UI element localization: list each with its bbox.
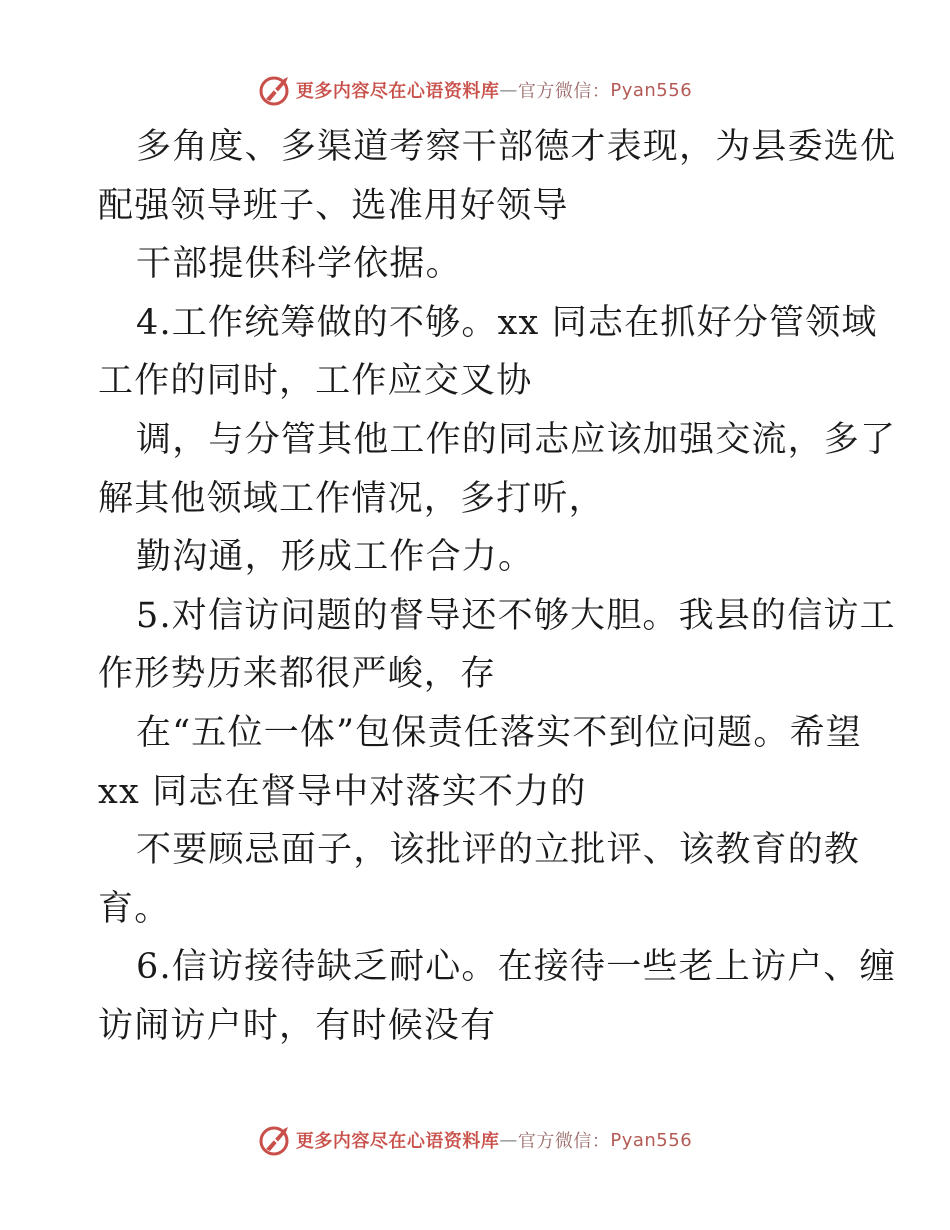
watermark-dash: — [499, 79, 518, 101]
document-body [98, 118, 897, 1056]
watermark-sub-text: 官方微信： [517, 1131, 611, 1152]
quill-logo-icon [258, 73, 292, 107]
text-line: 不要顾忌面子，该批评的立批评、该教育的教 [136, 830, 861, 871]
watermark-main-text: 更多内容尽在心语资料库 [295, 1131, 500, 1152]
header-watermark [0, 70, 950, 110]
quill-logo-icon [258, 1123, 292, 1157]
text-line: 调，与分管其他工作的同志应该加强交流，多了 [136, 419, 897, 460]
text-line: 作形势历来都很严峻，存 [98, 654, 497, 695]
text-line: 勤沟通，形成工作合力。 [136, 537, 535, 578]
text-line: 育。 [98, 888, 171, 929]
text-line: xx 同志在督导中对落实不力的 [98, 771, 587, 812]
footer-watermark [0, 1120, 950, 1160]
watermark-sub-text: 官方微信： [517, 81, 611, 102]
text-line: 6.信访接待缺乏耐心。在接待一些老上访户、缠 [136, 947, 896, 988]
text-line: 在“五位一体”包保责任落实不到位问题。希望 [136, 712, 862, 753]
text-line: 5.对信访问题的督导还不够大胆。我县的信访工 [136, 595, 896, 636]
watermark-id: Pyan556 [610, 1129, 693, 1151]
watermark-main-text: 更多内容尽在心语资料库 [295, 81, 500, 102]
text-line: 多角度、多渠道考察干部德才表现，为县委选优 [136, 127, 897, 167]
text-line: 解其他领域工作情况，多打听， [98, 478, 605, 519]
text-line: 配强领导班子、选准用好领导 [98, 185, 569, 226]
watermark-dash: — [499, 1129, 518, 1151]
text-line: 4.工作统筹做的不够。xx 同志在抓好分管领域 [136, 302, 878, 343]
text-line: 干部提供科学依据。 [136, 244, 462, 285]
watermark-id: Pyan556 [610, 79, 693, 101]
text-line: 工作的同时，工作应交叉协 [98, 361, 533, 402]
text-line: 访闹访户时，有时候没有 [98, 1005, 497, 1046]
